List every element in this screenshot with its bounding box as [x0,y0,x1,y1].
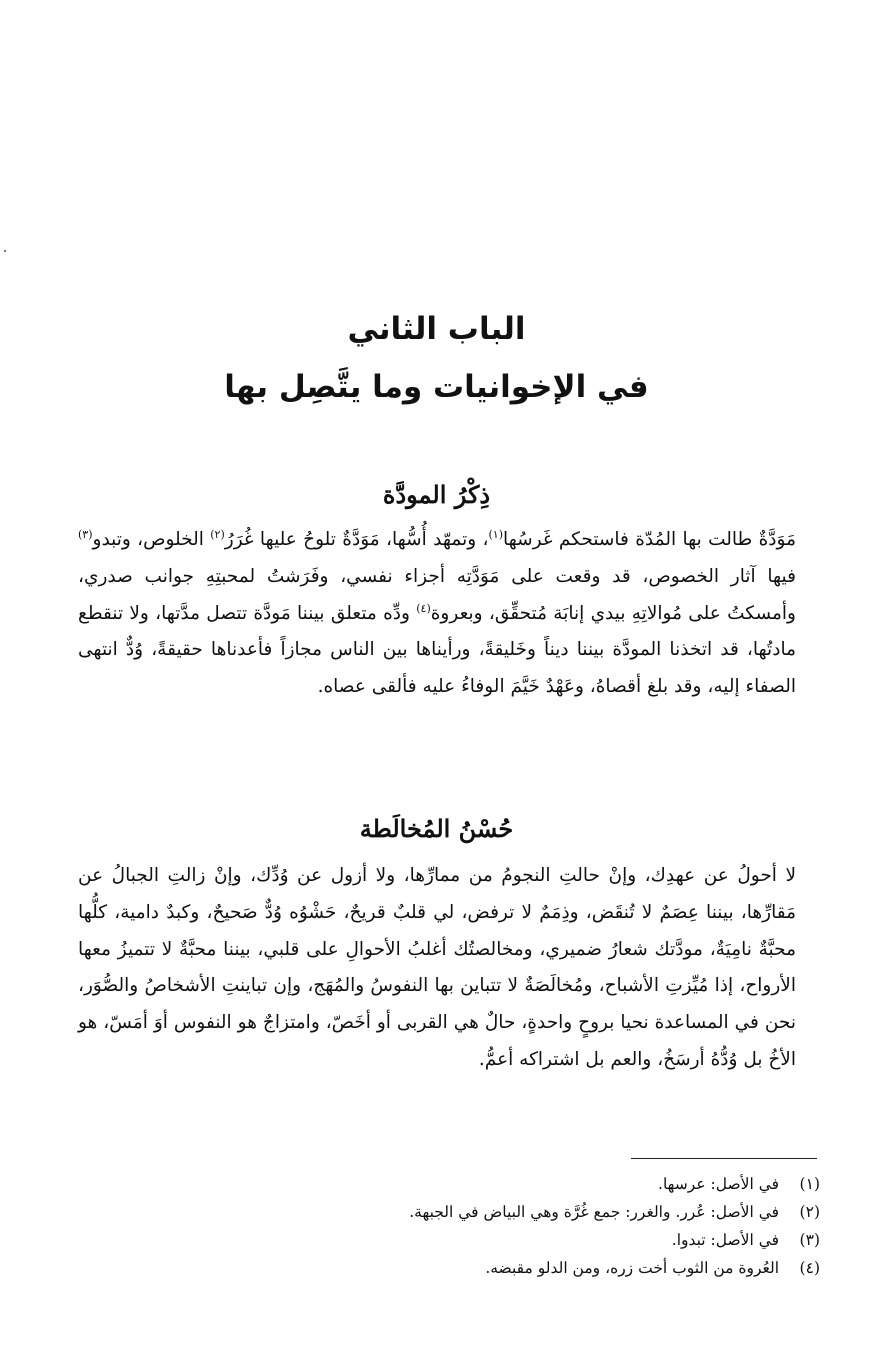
footnote-ref-2: (٢) [210,527,225,541]
footnote-1 [78,1170,820,1198]
footnote-separator [631,1158,817,1159]
footnote-number: (١) [799,1175,820,1193]
paragraph-mawadda-part-5: ودِّه متعلق بيننا مَودَّة تتصل مدَّتها، ولا تنقطع مادتُها، قد اتخذنا المودَّة بيننا ديناً وخَليقةً، ورأيناها بين الناس مجازاً فأعدناها حقيقةً، وُدٌّ انتهى الصفاء إليه، وقد بلغ أقصاهُ، وعَهْدٌ خَيَّمَ الوفاءُ عليه فألقى عصاه. [78,602,796,698]
section-title-mukhalata: حُسْنُ المُخالَطة [359,814,514,843]
footnote-4 [78,1254,820,1282]
footnote-number: (٢) [799,1203,820,1221]
footnotes [78,1170,820,1282]
paragraph-mawadda-part-2: ، وتمهّد أُسُّها، مَوَدَّةٌ تلوحُ عليها غُرَرُ [224,529,489,550]
chapter-title-line-2: في الإخوانيات وما يتَّصِل بها [224,369,649,405]
footnote-text: العُروة من الثوب أخت زره، ومن الدلو مقبضه. [485,1259,780,1277]
footnote-2 [78,1198,820,1226]
footnote-ref-4: (٤) [416,601,431,615]
scan-speck [4,250,6,252]
chapter-title-line-1: الباب الثاني [347,311,526,347]
footnote-text: في الأصل: تبدوا. [671,1231,780,1249]
footnote-3 [78,1226,820,1254]
chapter-heading [0,300,873,416]
footnote-ref-3: (٣) [78,527,93,541]
section-title-mawadda: ذِكْرُ المودَّة [382,480,491,509]
footnote-ref-1: (١) [488,527,503,541]
footnote-number: (٤) [799,1259,820,1277]
paragraph-mawadda-part-3: الخلوص، وتبدو [92,529,211,550]
paragraph-mawadda [78,522,796,706]
footnote-number: (٣) [799,1231,820,1249]
paragraph-mawadda-part-4: فيها آثار الخصوص، قد وقعت على مَوَدَّتِه أجزاء نفسي، وفَرَشتُ لمحبتِهِ جوانب صدري، وأمسكتُ على مُوالاتِهِ بيدي إنابَة مُتحقِّق، وبعروة [78,565,796,624]
footnote-text: في الأصل: عُرر. والغرر: جمع غُرَّة وهي البياض في الجبهة. [409,1203,780,1221]
footnote-text: في الأصل: عرسها. [658,1175,780,1193]
paragraph-mawadda-part-1: مَوَدَّةٌ طالت بها المُدّة فاستحكم غَرسُها [502,529,797,550]
paragraph-mukhalata: لا أحولُ عن عهدِك، وإنْ حالتِ النجومُ من ممارِّها، ولا أزول عن وُدِّك، وإنْ زالتِ الجبالُ عن مَقارِّها، بيننا عِصَمٌ لا تُنقَض، وذِمَمٌ لا ترفض، لي قلبٌ قريحٌ، حَشْوُه وُدٌّ صَحيحٌ، وكبدٌ دامية، كلُّها محبَّةٌ نامِيَةٌ، مودَّتك شعارُ ضميري، ومخالصتُك أغلبُ الأحوالِ على قلبي، بيننا محبَّةٌ لا تتميزُ معها الأرواح، إذا مُيِّزتِ الأشباح، ومُخالَصَةٌ لا تتباين بها النفوسُ والمُهَج، وإن تباينتِ الأشخاصُ والصُّوَر، نحن في المساعدة نحيا بروحٍ واحدةٍ، حالٌ هي القربى أو أخَصّ، وامتزاجٌ هو النفوس أوَ أمَسّ، هو الأخُ بل وُدُّهُ أرسَخُ، والعم بل اشتراكه أعمُّ. [78,865,796,1070]
